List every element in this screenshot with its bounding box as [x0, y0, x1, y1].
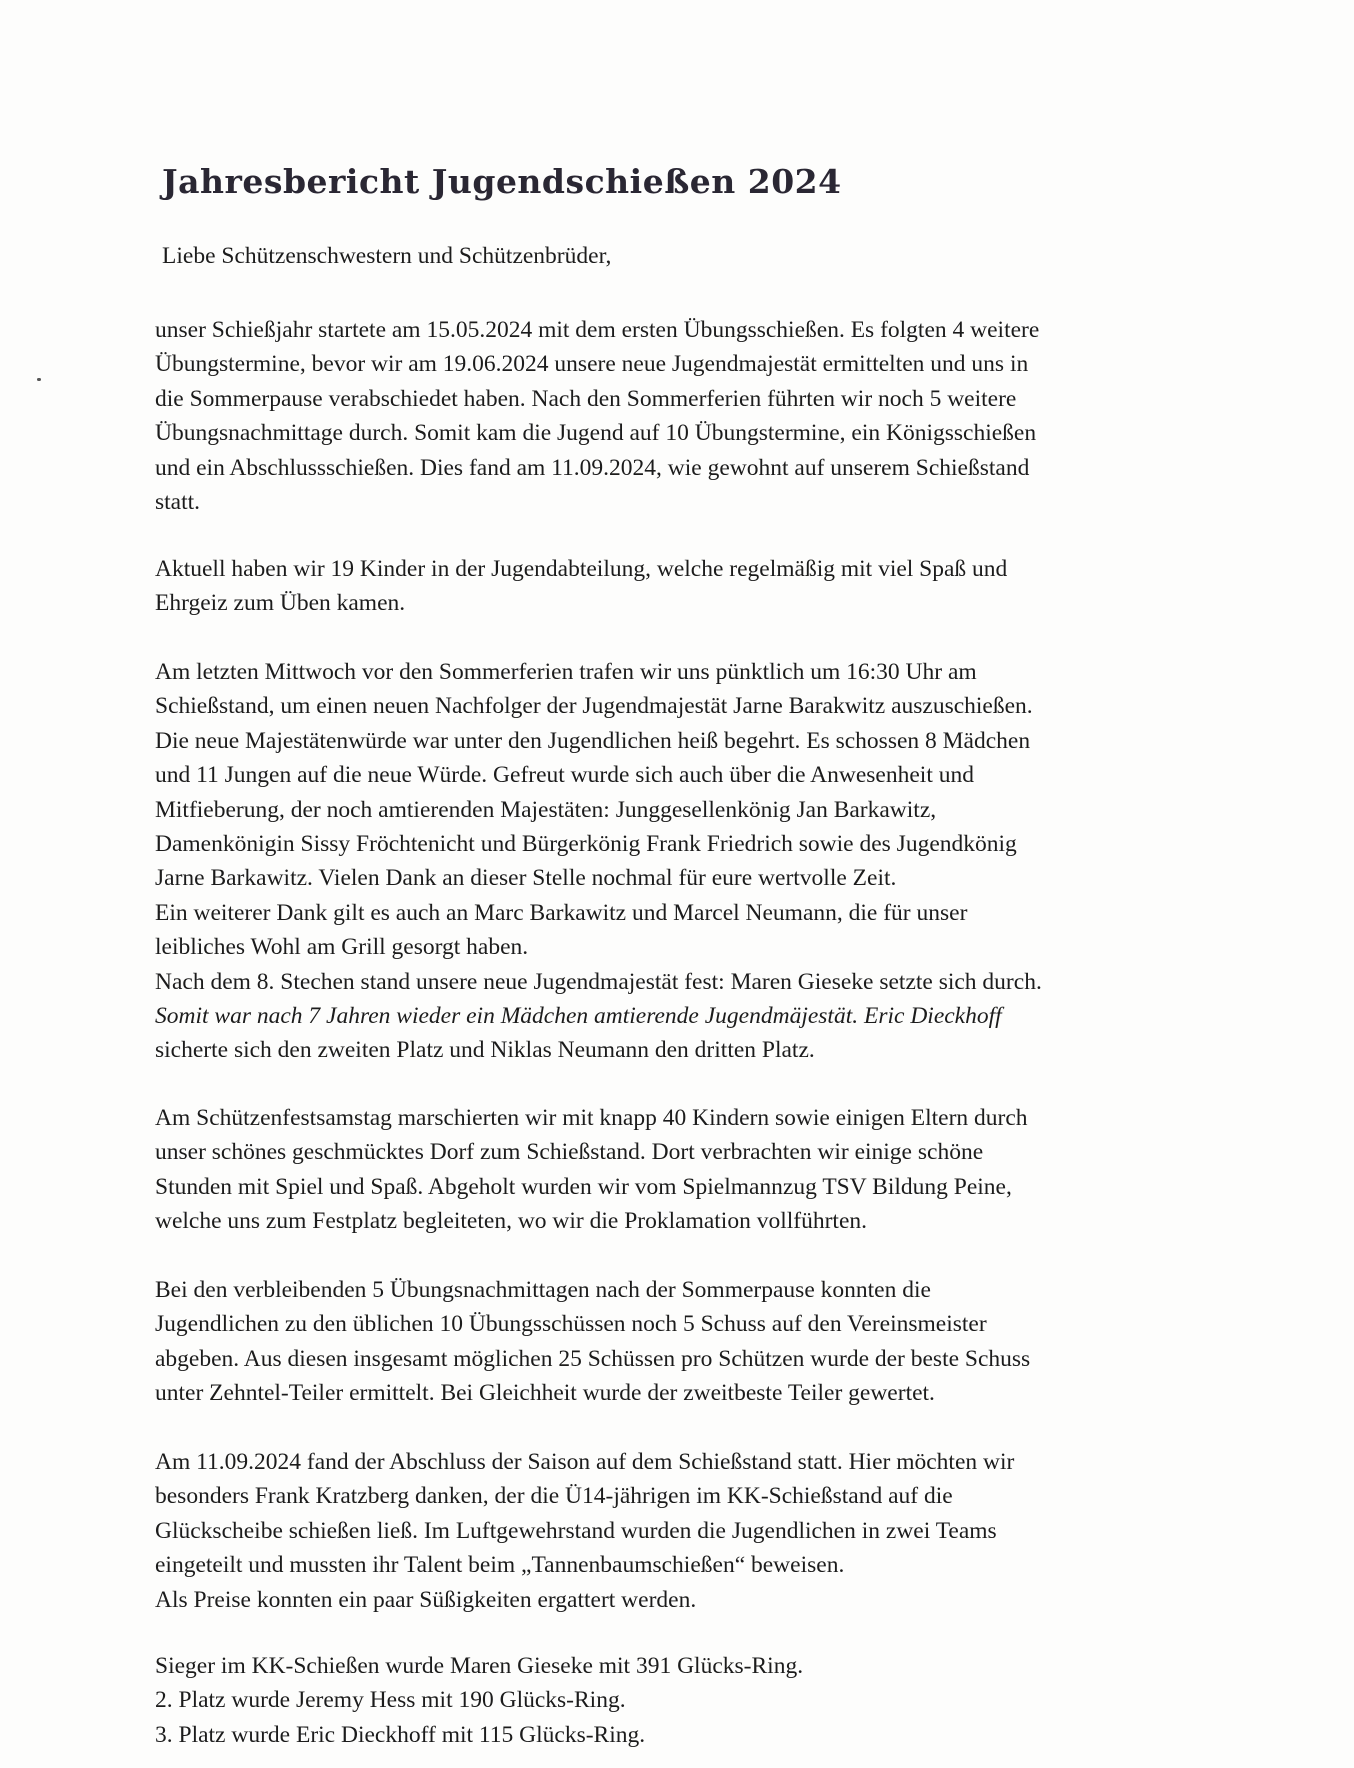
text-line: und ein Abschlussschießen. Dies fand am 11.09.2024, wie gewohnt auf unserem Schießstand — [155, 454, 1030, 481]
text-line: und 11 Jungen auf die neue Würde. Gefreut wurde sich auch über die Anwesenheit und — [155, 762, 974, 789]
salutation: Liebe Schützenschwestern und Schützenbrüder, — [162, 243, 612, 269]
text-line: eingeteilt und mussten ihr Talent beim „Tannenbaumschießen“ beweisen. — [155, 1552, 845, 1579]
text-line: leibliches Wohl am Grill gesorgt haben. — [155, 934, 529, 961]
paragraph-kingshooting — [155, 655, 1042, 1068]
text-line: Somit war nach 7 Jahren wieder ein Mädchen amtierende Jugendmäjestät. Eric Dieckhoff — [155, 1002, 1002, 1029]
text-line: besonders Frank Kratzberg danken, der die Ü14-jährigen im KK-Schießstand auf die — [155, 1483, 953, 1510]
text-line: statt. — [155, 488, 201, 515]
text-line: Bei den verbleibenden 5 Übungsnachmittagen nach der Sommerpause konnten die — [155, 1277, 931, 1303]
text-line: Übungstermine, bevor wir am 19.06.2024 unsere neue Jugendmajestät ermittelten und uns in — [155, 351, 1029, 378]
text-line: Aktuell haben wir 19 Kinder in der Jugendabteilung, welche regelmäßig mit viel Spaß und — [155, 556, 1008, 582]
paragraph-intro — [155, 313, 1039, 519]
result-line: 2. Platz wurde Jeremy Hess mit 190 Glücks-Ring. — [155, 1687, 626, 1714]
text-line: abgeben. Aus diesen insgesamt möglichen 25 Schüssen pro Schützen wurde der beste Schuss — [155, 1345, 1031, 1372]
text-line: die Sommerpause verabschiedet haben. Nach den Sommerferien führten wir noch 5 weitere — [155, 385, 1017, 412]
text-line: Glückscheibe schießen ließ. Im Luftgewehrstand wurden die Jugendlichen in zwei Teams — [155, 1517, 997, 1544]
text-line: Am letzten Mittwoch vor den Sommerferien trafen wir uns pünktlich um 16:30 Uhr am — [155, 659, 977, 685]
text-line: welche uns zum Festplatz begleiteten, wo wir die Proklamation vollführten. — [155, 1208, 867, 1235]
text-line: Damenkönigin Sissy Fröchtenicht und Bürgerkönig Frank Friedrich sowie des Jugendkönig — [155, 830, 1017, 857]
text-line: Jugendlichen zu den üblichen 10 Übungsschüssen noch 5 Schuss auf den Vereinsmeister — [155, 1311, 987, 1338]
text-line: unser Schießjahr startete am 15.05.2024 mit dem ersten Übungsschießen. Es folgten 4 weitere — [155, 317, 1040, 343]
text-line: sicherte sich den zweiten Platz und Niklas Neumann den dritten Platz. — [155, 1037, 815, 1064]
text-line: Mitfieberung, der noch amtierenden Majestäten: Junggesellenkönig Jan Barkawitz, — [155, 796, 937, 823]
text-line: Schießstand, um einen neuen Nachfolger der Jugendmajestät Jarne Barakwitz auszuschießen. — [155, 693, 1033, 720]
text-line: Stunden mit Spiel und Spaß. Abgeholt wurden wir vom Spielmannzug TSV Bildung Peine, — [155, 1173, 1012, 1200]
text-line: Ehrgeiz zum Üben kamen. — [155, 590, 406, 617]
text-line: Ein weiterer Dank gilt es auch an Marc Barkawitz und Marcel Neumann, die für unser — [155, 899, 968, 926]
text-line: Am 11.09.2024 fand der Abschluss der Saison auf dem Schießstand statt. Hier möchten wir — [155, 1449, 1015, 1475]
text-line: unser schönes geschmücktes Dorf zum Schießstand. Dort verbrachten wir einige schöne — [155, 1139, 984, 1166]
text-line: Jarne Barkawitz. Vielen Dank an dieser Stelle nochmal für eure wertvolle Zeit. — [155, 865, 897, 892]
paragraph-members — [155, 552, 1007, 621]
text-line: Die neue Majestätenwürde war unter den Jugendlichen heiß begehrt. Es schossen 8 Mädchen — [155, 727, 1031, 754]
paragraph-club-champion — [155, 1273, 1030, 1411]
text-line: Als Preise konnten ein paar Süßigkeiten ergattert werden. — [155, 1586, 697, 1613]
document-title: Jahresbericht Jugendschießen 2024 — [162, 162, 842, 201]
text-line: Übungsnachmittage durch. Somit kam die Jugend auf 10 Übungstermine, ein Königsschießen — [155, 420, 1037, 447]
text-line: unter Zehntel-Teiler ermittelt. Bei Gleichheit wurde der zweitbeste Teiler gewertet. — [155, 1380, 935, 1407]
paragraph-festival — [155, 1101, 1028, 1239]
result-line: 3. Platz wurde Eric Dieckhoff mit 115 Glücks-Ring. — [155, 1721, 646, 1748]
paragraph-results — [155, 1649, 803, 1752]
result-line: Sieger im KK-Schießen wurde Maren Gieseke mit 391 Glücks-Ring. — [155, 1653, 804, 1679]
scan-speck — [37, 378, 41, 381]
paragraph-season-end — [155, 1445, 1014, 1617]
text-line: Nach dem 8. Stechen stand unsere neue Jugendmajestät fest: Maren Gieseke setzte sich durch. — [155, 968, 1042, 995]
text-line: Am Schützenfestsamstag marschierten wir mit knapp 40 Kindern sowie einigen Eltern durch — [155, 1105, 1028, 1131]
